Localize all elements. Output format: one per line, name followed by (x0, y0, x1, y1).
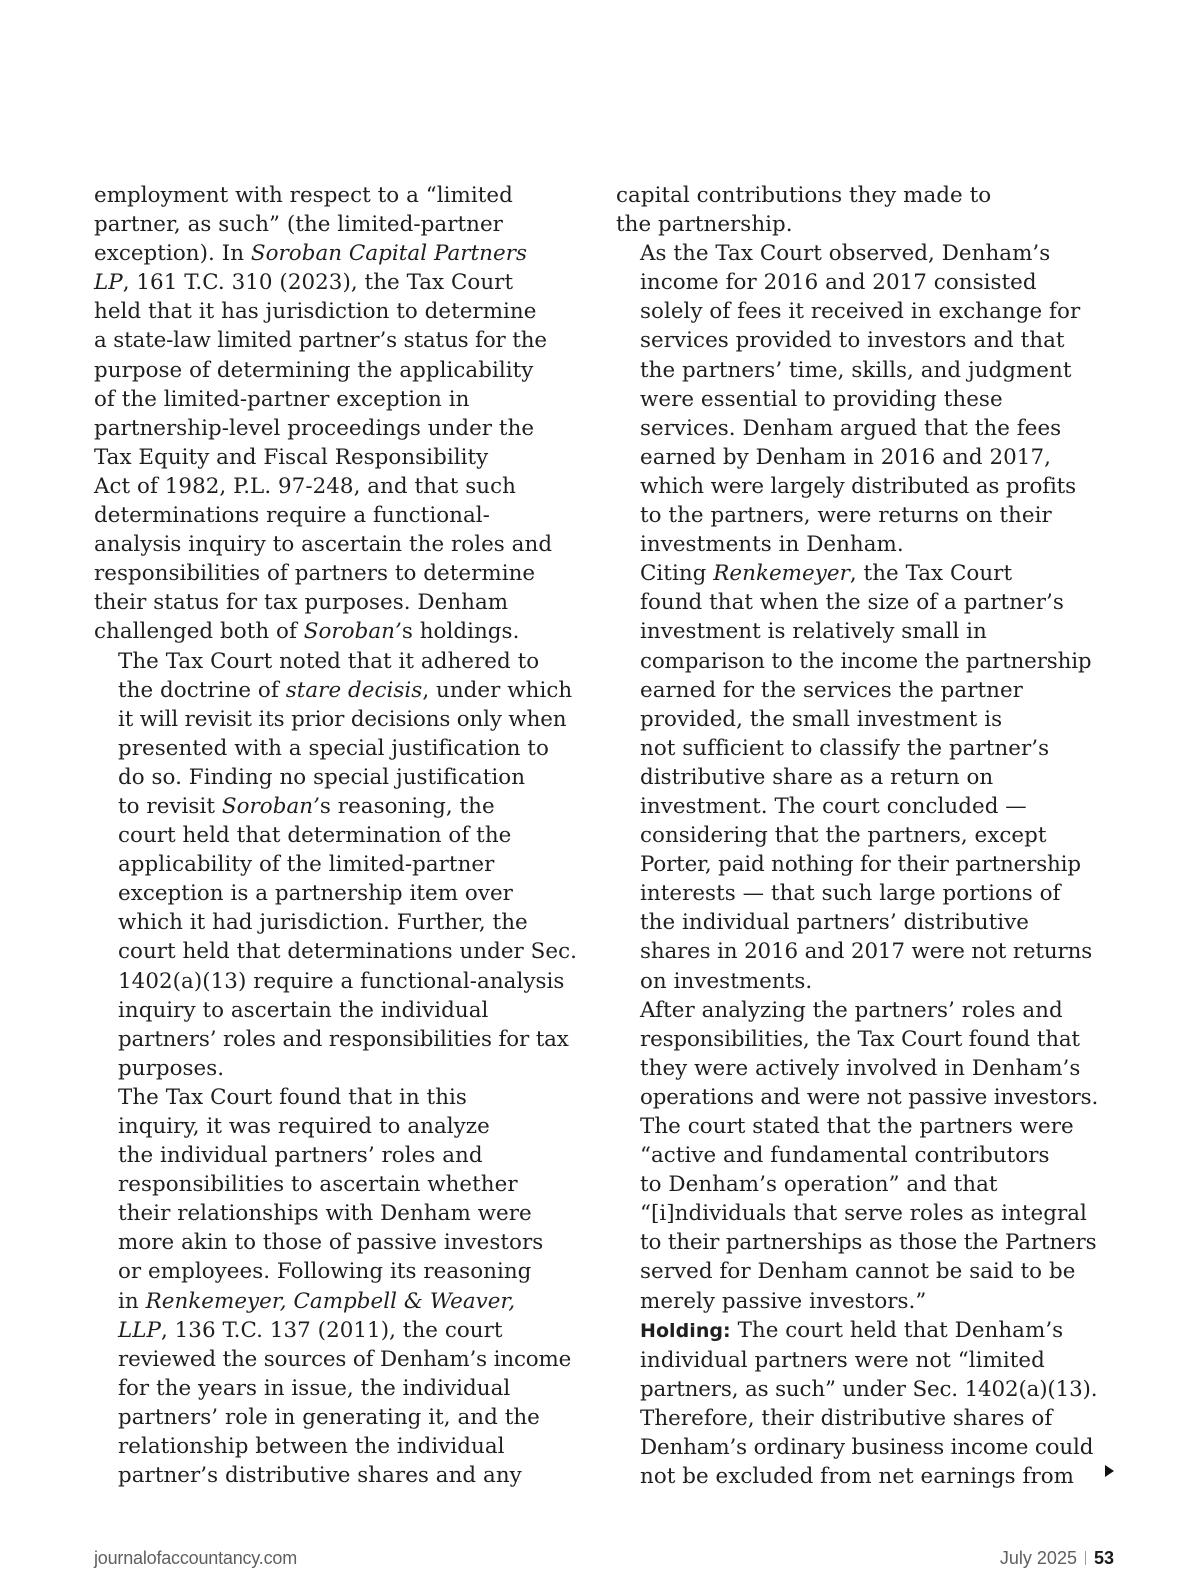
text-line: more akin to those of passive investors (118, 1230, 544, 1256)
text-line: earned by Denham in 2016 and 2017, (640, 444, 1051, 470)
text-line: the partners’ time, skills, and judgment (640, 357, 1072, 383)
text-line: After analyzing the partners’ roles and (640, 997, 1063, 1023)
text-line: not be excluded from net earnings from (640, 1464, 1075, 1490)
text-line: partner, as such” (the limited-partner (94, 212, 503, 238)
text-line (616, 559, 1088, 588)
text-line: investment is relatively small in (640, 619, 987, 645)
text-line: the individual partners’ roles and (118, 1143, 483, 1169)
text-line: inquiry, it was required to analyze (118, 1114, 490, 1139)
text-line: exception is a partnership item over (118, 881, 513, 907)
text-line: reviewed the sources of Denham’s income (118, 1346, 572, 1372)
text-line: investment. The court concluded — (640, 793, 1027, 819)
text-line: purposes. (118, 1055, 225, 1081)
page-number: 53 (1093, 1548, 1114, 1568)
text-line: partnership-level proceedings under the (94, 415, 535, 441)
left-column (94, 181, 577, 1490)
text-line: of the limited-partner exception in (94, 386, 470, 412)
text-line: Therefore, their distributive shares of (640, 1405, 1053, 1431)
text-line: analysis inquiry to ascertain the roles and (94, 532, 553, 558)
text-line: to the partners, were returns on their (640, 503, 1052, 529)
text-line: earned for the services the partner (640, 677, 1023, 703)
text-line: it will revisit its prior decisions only when (118, 706, 567, 732)
text-line: for the years in issue, the individual (118, 1375, 511, 1401)
text-line: determinations require a functional- (94, 503, 490, 529)
text-line: responsibilities, the Tax Court found that (640, 1026, 1080, 1052)
footer-site-url: journalofaccountancy.com (94, 1548, 297, 1568)
text-line: their relationships with Denham were (118, 1201, 532, 1227)
text-run: , under which (422, 677, 573, 703)
case-name: Soroban Capital Partners (250, 241, 528, 267)
text-line: on investments. (640, 968, 813, 994)
issue-date: July 2025 (999, 1548, 1077, 1568)
paragraph (616, 1316, 1098, 1492)
text-run: , 136 T.C. 137 (2011), the court (160, 1317, 503, 1343)
text-line: partners’ role in generating it, and the (118, 1404, 540, 1430)
text-line: served for Denham cannot be said to be (640, 1259, 1076, 1285)
text-line: a state-law limited partner’s status for the (94, 328, 547, 354)
paragraph (94, 1083, 572, 1490)
case-name: Renkemeyer, Campbell & Weaver, (145, 1288, 516, 1314)
text-line: provided, the small investment is (640, 706, 1003, 732)
text-line: comparison to the income the partnership (640, 648, 1092, 674)
text-run: exception). In (94, 241, 251, 267)
text-run: , 161 T.C. 310 (2023), the Tax Court (122, 270, 514, 296)
holding-label: Holding: (640, 1319, 731, 1342)
text-run: Citing (640, 561, 714, 587)
text-line: distributive share as a return on (640, 764, 994, 790)
text-line: Denham’s ordinary business income could (640, 1435, 1094, 1461)
text-line: individual partners were not “limited (640, 1347, 1045, 1373)
text-line: responsibilities to ascertain whether (118, 1172, 518, 1198)
text-line: The court stated that the partners were (640, 1114, 1074, 1139)
text-line: employment with respect to a “limited (94, 183, 513, 208)
paragraph (616, 181, 1088, 239)
case-name: Soroban’ (303, 619, 402, 645)
text-line: responsibilities of partners to determine (94, 561, 536, 587)
text-line: partner’s distributive shares and any (118, 1463, 522, 1489)
text-run: to revisit (118, 793, 222, 819)
case-name: Soroban’ (221, 793, 320, 819)
footer-folio (1000, 1547, 1114, 1569)
text-run: challenged both of (94, 619, 304, 645)
text-line: investments in Denham. (640, 532, 904, 558)
text-line: The Tax Court found that in this (118, 1084, 467, 1110)
text-line (94, 268, 564, 297)
text-run: in (118, 1288, 146, 1314)
text-line: Act of 1982, P.L. 97-248, and that such (94, 473, 516, 499)
latin-term: stare decisis (285, 677, 423, 703)
text-line: operations and were not passive investors. (640, 1084, 1099, 1110)
text-line (94, 239, 564, 268)
text-line (616, 1316, 1088, 1346)
text-line: which it had jurisdiction. Further, the (118, 910, 528, 936)
text-line: which were largely distributed as profits (640, 473, 1076, 499)
text-line (94, 792, 564, 821)
text-line: relationship between the individual (118, 1434, 505, 1460)
text-line: merely passive investors.” (640, 1288, 927, 1314)
text-line: or employees. Following its reasoning (118, 1259, 532, 1285)
continued-arrow-icon (1105, 1465, 1114, 1477)
case-name: LP (94, 270, 123, 296)
text-line (94, 1287, 564, 1316)
folio-divider (1085, 1551, 1086, 1565)
paragraph (616, 559, 1093, 995)
text-run: the doctrine of (118, 677, 286, 703)
text-line: As the Tax Court observed, Denham’s (640, 241, 1051, 267)
text-line: court held that determinations under Sec. (118, 939, 577, 965)
text-line: shares in 2016 and 2017 were not returns (640, 939, 1093, 965)
text-line (94, 617, 564, 646)
text-line: not sufficient to classify the partner’s (640, 735, 1050, 761)
text-run: s reasoning, the (319, 793, 495, 819)
text-line: the individual partners’ distributive (640, 910, 1029, 936)
text-line: presented with a special justification to (118, 735, 549, 761)
text-line (94, 1316, 564, 1345)
text-line: applicability of the limited-partner (118, 852, 495, 878)
text-line: found that when the size of a partner’s (640, 590, 1064, 616)
text-line: “[i]ndividuals that serve roles as integral (640, 1201, 1087, 1227)
text-line: 1402(a)(13) require a functional-analysis (118, 968, 565, 994)
text-line: services provided to investors and that (640, 328, 1065, 354)
case-name: Renkemeyer (713, 561, 850, 587)
text-line: “active and fundamental contributors (640, 1143, 1050, 1169)
text-line: do so. Finding no special justification (118, 764, 526, 790)
case-name: LLP (118, 1317, 161, 1343)
text-line: Tax Equity and Fiscal Responsibility (94, 444, 489, 470)
text-run: , the Tax Court (849, 561, 1013, 587)
paragraph (94, 647, 577, 1083)
text-line: they were actively involved in Denham’s (640, 1055, 1081, 1081)
text-line (94, 676, 573, 705)
paragraph (616, 239, 1088, 559)
text-line: inquiry to ascertain the individual (118, 997, 489, 1023)
text-line: the partnership. (616, 212, 793, 238)
text-line: were essential to providing these (640, 386, 1003, 412)
text-line: capital contributions they made to (616, 183, 992, 208)
text-line: partners’ roles and responsibilities for tax (118, 1026, 569, 1052)
text-line: services. Denham argued that the fees (640, 415, 1062, 441)
text-run: s holdings. (401, 619, 520, 645)
text-line: The Tax Court noted that it adhered to (118, 648, 540, 674)
text-line: Porter, paid nothing for their partnership (640, 852, 1081, 878)
paragraph (94, 181, 564, 647)
text-line: partners, as such” under Sec. 1402(a)(13). (640, 1376, 1098, 1402)
text-line: their status for tax purposes. Denham (94, 590, 509, 616)
right-column (616, 181, 1099, 1491)
text-line: to their partnerships as those the Partners (640, 1230, 1097, 1256)
text-line: held that it has jurisdiction to determine (94, 299, 537, 325)
text-line: interests — that such large portions of (640, 881, 1061, 907)
text-line: income for 2016 and 2017 consisted (640, 270, 1037, 296)
text-line: court held that determination of the (118, 823, 512, 849)
text-run: The court held that Denham’s (730, 1317, 1064, 1343)
text-line: to Denham’s operation” and that (640, 1172, 998, 1198)
paragraph (616, 996, 1099, 1316)
text-line: purpose of determining the applicability (94, 357, 534, 383)
text-line: considering that the partners, except (640, 823, 1047, 849)
text-line: solely of fees it received in exchange for (640, 299, 1081, 325)
